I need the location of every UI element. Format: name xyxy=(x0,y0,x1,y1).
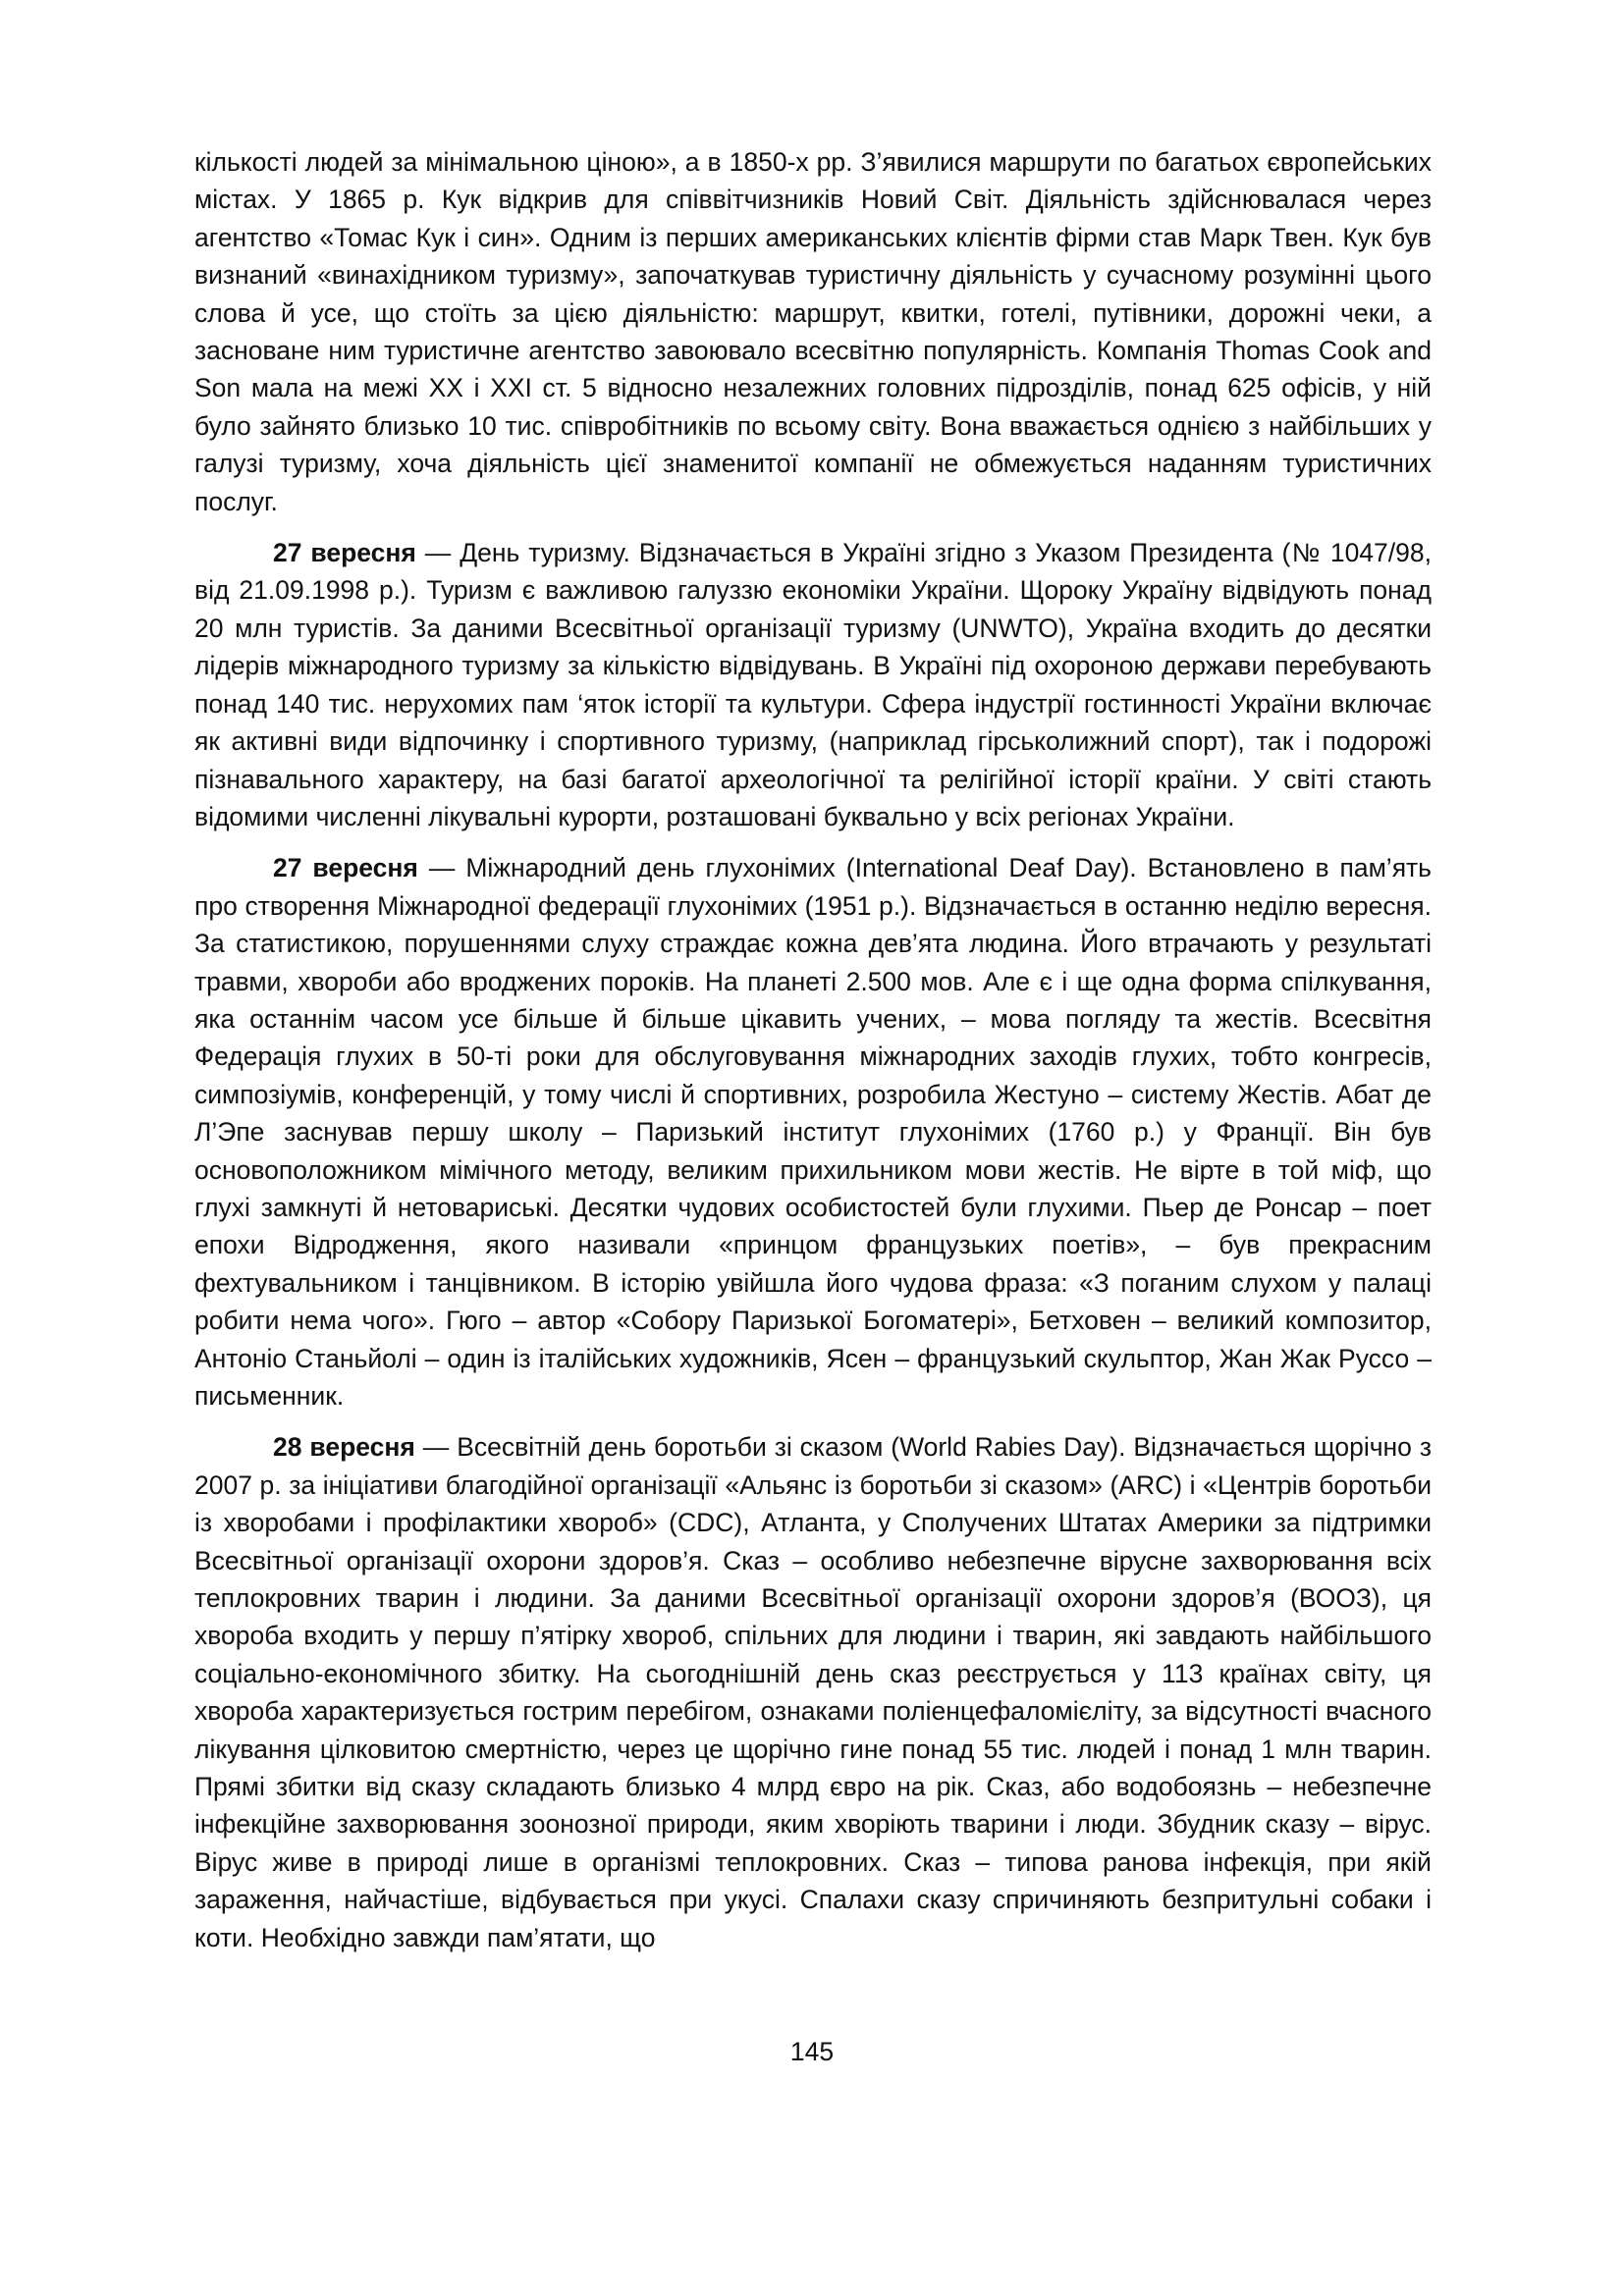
paragraph-tourism-day xyxy=(194,534,1432,835)
paragraph-text: — День туризму. Відзначається в Україні згідно з Указом Президента (№ 1047/98, від 21.09.1998 р.). Туризм є важливою галуззю економіки України. Щороку Україну відвідують понад 20 млн туристів. За даними Всесвітньої організації туризму (UNWTO), Україна входить до десятки лідерів міжнародного туризму за кількістю відвідувань. В Україні під охороною держави перебувають понад 140 тис. нерухомих пам ‘яток історії та культури. Сфера індустрії гостинності України включає як активні види відпочинку і спортивного туризму, (наприклад гірськолижний спорт), так і подорожі пізнавального характеру, на базі багатої археологічної та релігійної історії країни. У світі стають відомими численні лікувальні курорти, розташовані буквально у всіх регіонах України. xyxy=(194,538,1432,831)
paragraph-text: кількості людей за мінімальною ціною», а в 1850-х рр. З’явилися маршрути по багатьох європейських містах. У 1865 р. Кук відкрив для співвітчизників Новий Світ. Діяльність здійснювалася через агентство «Томас Кук і син». Одним із перших американських клієнтів фірми став Марк Твен. Кук був визнаний «винахідником туризму», започаткував туристичну діяльність у сучасному розумінні цього слова й усе, що стоїть за цією діяльністю: маршрут, квитки, готелі, путівники, дорожні чеки, а засноване ним туристичне агентство завоювало всесвітню популярність. Компанія Thomas Cook and Son мала на межі XX і XXI ст. 5 відносно незалежних головних підрозділів, понад 625 офісів, у ній було зайнято близько 10 тис. співробітників по всьому світу. Вона вважається однією з найбільших у галузі туризму, хоча діяльність цієї знаменитої компанії не обмежується наданням туристичних послуг. xyxy=(194,147,1432,516)
page-number: 145 xyxy=(789,2037,835,2066)
paragraph-text: — Всесвітній день боротьби зі сказом (World Rabies Day). Відзначається щорічно з 2007 р. за ініціативи благодійної організації «Альянс із боротьби зі сказом» (ARC) і «Центрів боротьби із хворобами і профілактики хвороб» (CDC), Атланта, у Сполучених Штатах Америки за підтримки Всесвітньої організації охорони здоров’я. Сказ – особливо небезпечне вірусне захворювання всіх теплокровних тварин і людини. За даними Всесвітньої організації охорони здоров’я (ВООЗ), ця хвороба входить у першу п’ятірку хвороб, спільних для людини і тварин, які завдають найбільшого соціально-економічного збитку. На сьогоднішній день сказ реєструється у 113 країнах світу, ця хвороба характеризується гострим перебігом, ознаками поліенцефаломієліту, за відсутності вчасного лікування цілковитою смертністю, через це щорічно гине понад 55 тис. людей і понад 1 млн тварин. Прямі збитки від сказу складають близько 4 млрд євро на рік. Сказ, або водобоязнь – небезпечне інфекційне захворювання зоонозної природи, яким хворіють тварини і люди. Збудник сказу – вірус. Вірус живе в природі лише в організмі теплокровних. Сказ – типова ранова інфекція, при якій зараження, найчастіше, відбувається при укусі. Спалахи сказу спричиняють безпритульні собаки і коти. Необхідно завжди пам’ятати, що xyxy=(194,1432,1432,1952)
paragraph-thomas-cook xyxy=(194,143,1432,520)
paragraph-date: 28 вересня xyxy=(273,1432,415,1463)
body-text xyxy=(194,143,1432,1970)
paragraph-text: — Міжнародний день глухонімих (International Deaf Day). Встановлено в пам’ять про створення Міжнародної федерації глухонімих (1951 р.). Відзначається в останню неділю вересня. За статистикою, порушеннями слуху страждає кожна дев’ята людина. Його втрачають у результаті травми, хвороби або вроджених пороків. На планеті 2.500 мов. Але є і ще одна форма спілкування, яка останнім часом усе більше й більше цікавить учених, – мова погляду та жестів. Всесвітня Федерація глухих в 50-ті роки для обслуговування міжнародних заходів глухих, тобто конгресів, симпозіумів, конференцій, у тому числі й спортивних, розробила Жестуно – систему Жестів. Абат де Л’Эпе заснував першу школу – Паризький інститут глухонімих (1760 р.) у Франції. Він був основоположником мімічного методу, великим прихильником мови жестів. Не вірте в той міф, що глухі замкнуті й нетовариські. Десятки чудових особистостей були глухими. Пьер де Ронсар – поет епохи Відродження, якого називали «принцом французьких поетів», – був прекрасним фехтувальником і танцівником. В історію увійшла його чудова фраза: «З поганим слухом у палаці робити нема чого». Гюго – автор «Собору Паризької Богоматері», Бетховен – великий композитор, Антоніо Станьйолі – один із італійських художників, Ясен – французький скульптор, Жан Жак Руссо – письменник. xyxy=(194,853,1432,1411)
paragraph-date: 27 вересня xyxy=(273,853,418,883)
paragraph-rabies-day xyxy=(194,1428,1432,1956)
paragraph-deaf-day xyxy=(194,849,1432,1415)
paragraph-date: 27 вересня xyxy=(273,538,416,568)
